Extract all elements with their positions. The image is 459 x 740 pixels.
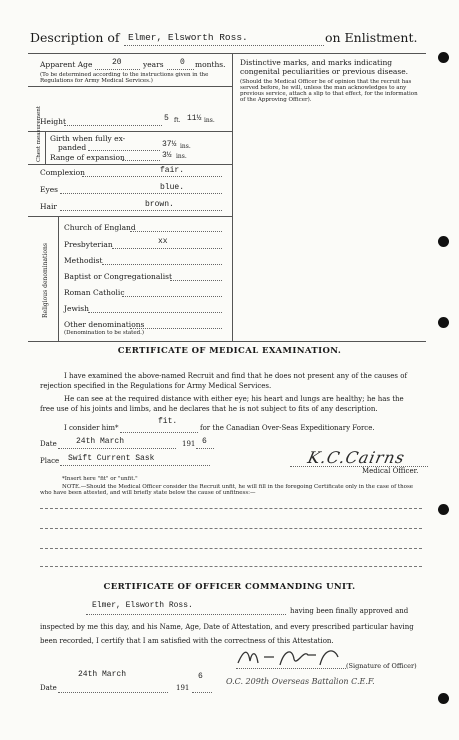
medical-date-value: 24th March (76, 437, 125, 446)
medical-year-line (196, 448, 214, 449)
chest-group-label: Chest measurement (36, 105, 42, 162)
medical-place-value: Swift Current Sask (68, 454, 155, 463)
chest-girth-label-1: Girth when fully ex- (50, 134, 126, 143)
unfitness-line-2 (40, 528, 422, 529)
distinctive-title: Distinctive marks, and marks indicating congenital peculiarities or previous disease. (240, 58, 409, 76)
chest-girth-label-2: panded (58, 143, 87, 152)
religion-line (170, 280, 222, 281)
height-feet-value: 5 (164, 114, 169, 123)
officer-date-label: Date (40, 684, 57, 692)
chest-range-label: Range of expansion (50, 153, 125, 162)
officer-line-3: been recorded, I certify that I am satisfied with the correctness of this Attestation. (40, 637, 334, 645)
binder-hole (438, 693, 449, 704)
officer-year-suffix: 6 (198, 672, 203, 681)
age-months-line (167, 69, 194, 70)
chest-range-line (122, 160, 160, 161)
age-months-label: months. (195, 60, 226, 69)
name-line (124, 45, 324, 46)
officer-date-value: 24th March (78, 670, 127, 679)
religion-item-methodist: Methodist (64, 256, 103, 265)
recruit-name: Elmer, Elsworth Ross. (128, 32, 248, 43)
religion-bracket (58, 216, 59, 341)
chest-girth-unit: ins. (180, 143, 191, 150)
officer-date-line (58, 692, 168, 693)
officer-year-prefix: 191 (176, 684, 190, 692)
distinctive-note: (Should the Medical Officer be of opinion that the recruit has served before, he will, unless the man acknowledges to any previous service, attach a slip to that effect, for the information of the Approving Officer). (240, 79, 418, 103)
height-inches-unit: ins. (204, 117, 215, 124)
religion-item-church-of-england: Church of England (64, 223, 136, 232)
religion-line (122, 296, 222, 297)
officer-unit-stamp: O.C. 209th Overseas Battalion C.E.F. (226, 677, 375, 686)
chest-girth-line (88, 150, 160, 151)
hair-value: brown. (145, 200, 174, 209)
officer-line-1-suffix: having been finally approved and (290, 607, 409, 615)
religion-line (102, 264, 222, 265)
religion-group-label: Religious denominations (42, 243, 49, 318)
age-note: (To be determined according to the instructions given in the Regulations for Army Medical Services.) (40, 72, 209, 84)
eyes-value: blue. (160, 183, 185, 192)
religion-other-note: (Denomination to be stated.) (64, 330, 145, 336)
row-divider (28, 164, 232, 165)
medical-note: NOTE.—Should the Medical Officer consider the Recruit unfit, he will fill in the foregoing Certificate only in the case of those who have been attested, and will briefly state below the cause of unfitness:— (40, 484, 414, 496)
unfitness-line-1 (40, 508, 422, 509)
height-label: Height (40, 117, 67, 126)
officer-signature-line (236, 668, 346, 669)
medical-para-2: He can see at the required distance with either eye; his heart and lungs are healthy; he has the free use of his joints and limbs, and he declares that he is not subject to fits of any description. (40, 395, 404, 413)
complexion-line (82, 176, 222, 177)
binder-hole (438, 317, 449, 328)
hair-line (60, 210, 222, 211)
officer-line-2: inspected by me this day, and his Name, Age, Date of Attestation, and every prescribed particular having (40, 623, 414, 631)
eyes-line (60, 193, 222, 194)
religion-line (130, 328, 222, 329)
unfitness-line-4 (40, 566, 422, 567)
officer-certificate-title: CERTIFICATE OF OFFICER COMMANDING UNIT. (103, 582, 356, 592)
row-divider (28, 86, 232, 87)
religion-line (112, 248, 222, 249)
complexion-label: Complexion (40, 168, 85, 177)
height-inches-value: 11½ (187, 114, 202, 123)
officer-recruit-name: Elmer, Elsworth Ross. (92, 601, 193, 610)
height-feet-unit: ft. (174, 117, 181, 124)
fit-line (120, 432, 198, 433)
complexion-value: fair. (160, 166, 185, 175)
binder-hole (438, 236, 449, 247)
eyes-label: Eyes (40, 185, 58, 194)
binder-hole (438, 504, 449, 515)
age-label: Apparent Age (40, 60, 93, 69)
medical-year-suffix: 6 (202, 437, 207, 446)
column-divider (232, 53, 233, 341)
consider-suffix: for the Canadian Over-Seas Expeditionary Force. (200, 424, 375, 432)
officer-signature-label: (Signature of Officer) (346, 662, 417, 670)
medical-certificate-title: CERTIFICATE OF MEDICAL EXAMINATION. (117, 346, 342, 356)
hair-label: Hair (40, 202, 57, 211)
row-divider (28, 131, 232, 132)
medical-year-prefix: 191 (182, 440, 196, 448)
religion-item-baptist: Baptist or Congregationalist (64, 272, 172, 281)
medical-date-label: Date (40, 440, 57, 448)
unfitness-line-3 (40, 548, 422, 549)
medical-officer-signature: K.C.Cairns (305, 448, 407, 467)
religion-item-presbyterian: Presbyterian (64, 240, 113, 249)
religion-item-jewish: Jewish (64, 304, 89, 313)
fit-value: fit. (158, 417, 178, 426)
age-years-line (95, 69, 140, 70)
form-bottom-border (28, 341, 426, 342)
religion-item-other: Other denominations (64, 320, 145, 329)
header-prefix: Description of (30, 30, 120, 45)
age-months-value: 0 (180, 58, 185, 67)
medical-officer-label: Medical Officer. (362, 467, 419, 475)
medical-para-1: I have examined the above-named Recruit and find that he does not present any of the causes of rejection specified in the Regulations for Army Medical Services. (40, 372, 408, 390)
chest-range-value: 3½ (162, 151, 172, 160)
form-top-border (28, 53, 426, 54)
header-suffix: on Enlistment. (325, 30, 418, 45)
age-years-label: years (143, 60, 164, 69)
age-years-value: 20 (112, 58, 122, 67)
religion-presbyterian-mark: xx (158, 237, 168, 246)
religion-line (130, 231, 222, 232)
medical-place-label: Place (40, 457, 60, 465)
religion-line (88, 312, 222, 313)
chest-range-unit: ins. (176, 153, 187, 160)
medical-date-line (58, 448, 176, 449)
binder-hole (438, 52, 449, 63)
chest-girth-value: 37½ (162, 140, 177, 149)
officer-name-line (86, 614, 286, 615)
medical-place-line (60, 465, 210, 466)
height-dotted-line (64, 125, 162, 126)
religion-item-roman-catholic: Roman Catholic (64, 288, 125, 297)
officer-year-line (192, 692, 212, 693)
medical-footnote: *Insert here "fit" or "unfit." (62, 476, 138, 482)
chest-bracket (45, 131, 46, 164)
consider-prefix: I consider him* (64, 424, 119, 432)
